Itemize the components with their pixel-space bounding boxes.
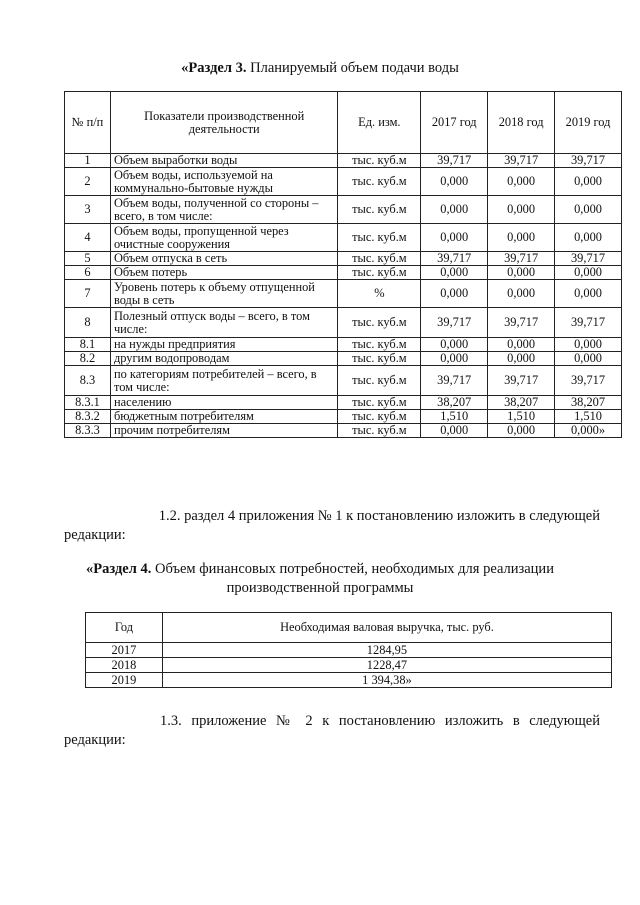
row-num: 2 [65, 168, 111, 196]
table-row [65, 252, 622, 266]
row-value-2018: 39,717 [488, 308, 555, 338]
row-indicator: Объем потерь [110, 266, 338, 280]
section-4-lead: «Раздел 4. [86, 561, 152, 577]
row-unit: тыс. куб.м [338, 196, 421, 224]
row-unit: % [338, 280, 421, 308]
row-unit: тыс. куб.м [338, 168, 421, 196]
row-value-2019: 0,000 [555, 352, 622, 366]
row-indicator: бюджетным потребителям [110, 410, 338, 424]
row-value-2019: 0,000» [555, 424, 622, 438]
row-indicator: Объем воды, пропущенной через очистные сооружения [110, 224, 338, 252]
table-row [86, 658, 612, 673]
row-indicator: Объем выработки воды [110, 154, 338, 168]
table-row [86, 643, 612, 658]
row-indicator: населению [110, 396, 338, 410]
row-indicator: Объем отпуска в сеть [110, 252, 338, 266]
row-value-2017: 38,207 [421, 396, 488, 410]
row-indicator: другим водопроводам [110, 352, 338, 366]
row-indicator: Объем воды, полученной со стороны – всего, в том числе: [110, 196, 338, 224]
row-value-2017: 0,000 [421, 280, 488, 308]
section-3-lead: «Раздел 3. [181, 60, 247, 76]
row-value-2019: 39,717 [555, 154, 622, 168]
row-value-2018: 0,000 [488, 424, 555, 438]
row-value-2017: 39,717 [421, 252, 488, 266]
row-unit: тыс. куб.м [338, 266, 421, 280]
row-num: 5 [65, 252, 111, 266]
row-value-2019: 0,000 [555, 338, 622, 352]
row-value-2017: 0,000 [421, 338, 488, 352]
paragraph-1-2: 1.2. раздел 4 приложения № 1 к постановлению изложить в следующей [158, 508, 600, 524]
row-value-2019: 39,717 [555, 366, 622, 396]
row-value-2018: 39,717 [488, 252, 555, 266]
paragraph-1-3: 1.3. приложение № 2 к постановлению изложить в следующей [160, 713, 600, 729]
row-num: 6 [65, 266, 111, 280]
row-gross-revenue: 1228,47 [162, 658, 611, 673]
row-value-2018: 0,000 [488, 280, 555, 308]
row-indicator: прочим потребителям [110, 424, 338, 438]
row-value-2017: 0,000 [421, 352, 488, 366]
section-3-table [64, 91, 622, 438]
row-value-2018: 39,717 [488, 154, 555, 168]
table-row [65, 424, 622, 438]
row-unit: тыс. куб.м [338, 424, 421, 438]
row-value-2019: 0,000 [555, 266, 622, 280]
row-value-2018: 38,207 [488, 396, 555, 410]
row-value-2017: 0,000 [421, 196, 488, 224]
table-row [65, 154, 622, 168]
row-value-2017: 0,000 [421, 266, 488, 280]
section-3-title [0, 59, 640, 77]
table-row [65, 338, 622, 352]
row-num: 4 [65, 224, 111, 252]
header-num: № п/п [65, 92, 111, 154]
section-4-title [0, 560, 640, 578]
row-unit: тыс. куб.м [338, 224, 421, 252]
row-value-2018: 0,000 [488, 266, 555, 280]
row-value-2019: 38,207 [555, 396, 622, 410]
row-value-2018: 39,717 [488, 366, 555, 396]
row-value-2019: 0,000 [555, 196, 622, 224]
row-indicator: Уровень потерь к объему отпущенной воды в сеть [110, 280, 338, 308]
row-value-2017: 0,000 [421, 224, 488, 252]
row-value-2019: 39,717 [555, 252, 622, 266]
row-indicator: на нужды предприятия [110, 338, 338, 352]
row-value-2017: 0,000 [421, 168, 488, 196]
row-indicator: Полезный отпуск воды – всего, в том числе: [110, 308, 338, 338]
paragraph-1-2-continuation: редакции: [64, 527, 126, 543]
paragraph-1-3-continuation: редакции: [64, 732, 126, 748]
table-header-row [65, 92, 622, 154]
section-4-table [85, 612, 612, 688]
row-value-2017: 39,717 [421, 308, 488, 338]
row-value-2018: 0,000 [488, 338, 555, 352]
row-num: 1 [65, 154, 111, 168]
row-year: 2018 [86, 658, 163, 673]
table-row [65, 266, 622, 280]
row-indicator: Объем воды, используемой на коммунально-бытовые нужды [110, 168, 338, 196]
header-2019: 2019 год [555, 92, 622, 154]
row-unit: тыс. куб.м [338, 366, 421, 396]
row-gross-revenue: 1 394,38» [162, 673, 611, 688]
row-num: 8.3.3 [65, 424, 111, 438]
table-row [86, 673, 612, 688]
row-value-2018: 1,510 [488, 410, 555, 424]
row-unit: тыс. куб.м [338, 154, 421, 168]
header-gross-revenue: Необходимая валовая выручка, тыс. руб. [162, 613, 611, 643]
row-year: 2019 [86, 673, 163, 688]
row-unit: тыс. куб.м [338, 352, 421, 366]
table-row [65, 224, 622, 252]
table-row [65, 280, 622, 308]
table-row [65, 366, 622, 396]
row-unit: тыс. куб.м [338, 338, 421, 352]
row-num: 8.3.1 [65, 396, 111, 410]
section-4-title-line-2: производственной программы [226, 580, 414, 596]
row-value-2019: 39,717 [555, 308, 622, 338]
header-2017: 2017 год [421, 92, 488, 154]
row-num: 8.3 [65, 366, 111, 396]
table-row [65, 410, 622, 424]
header-unit: Ед. изм. [338, 92, 421, 154]
row-value-2019: 1,510 [555, 410, 622, 424]
row-value-2019: 0,000 [555, 280, 622, 308]
row-value-2017: 39,717 [421, 154, 488, 168]
row-value-2018: 0,000 [488, 224, 555, 252]
row-gross-revenue: 1284,95 [162, 643, 611, 658]
row-value-2018: 0,000 [488, 352, 555, 366]
row-value-2017: 1,510 [421, 410, 488, 424]
header-year: Год [86, 613, 163, 643]
header-2018: 2018 год [488, 92, 555, 154]
table-row [65, 196, 622, 224]
table-row [65, 352, 622, 366]
table-header-row [86, 613, 612, 643]
row-unit: тыс. куб.м [338, 252, 421, 266]
row-indicator: по категориям потребителей – всего, в том числе: [110, 366, 338, 396]
section-4-title-text: Объем финансовых потребностей, необходимых для реализации [151, 561, 554, 577]
section-3-title-text: Планируемый объем подачи воды [246, 60, 459, 76]
row-value-2018: 0,000 [488, 168, 555, 196]
row-unit: тыс. куб.м [338, 410, 421, 424]
row-value-2017: 0,000 [421, 424, 488, 438]
row-num: 7 [65, 280, 111, 308]
row-value-2019: 0,000 [555, 224, 622, 252]
row-year: 2017 [86, 643, 163, 658]
row-value-2017: 39,717 [421, 366, 488, 396]
header-indicator: Показатели производственной деятельности [110, 92, 338, 154]
row-unit: тыс. куб.м [338, 396, 421, 410]
row-num: 3 [65, 196, 111, 224]
table-row [65, 396, 622, 410]
row-value-2018: 0,000 [488, 196, 555, 224]
row-num: 8.3.2 [65, 410, 111, 424]
row-value-2019: 0,000 [555, 168, 622, 196]
table-row [65, 308, 622, 338]
row-unit: тыс. куб.м [338, 308, 421, 338]
row-num: 8 [65, 308, 111, 338]
row-num: 8.1 [65, 338, 111, 352]
table-row [65, 168, 622, 196]
row-num: 8.2 [65, 352, 111, 366]
